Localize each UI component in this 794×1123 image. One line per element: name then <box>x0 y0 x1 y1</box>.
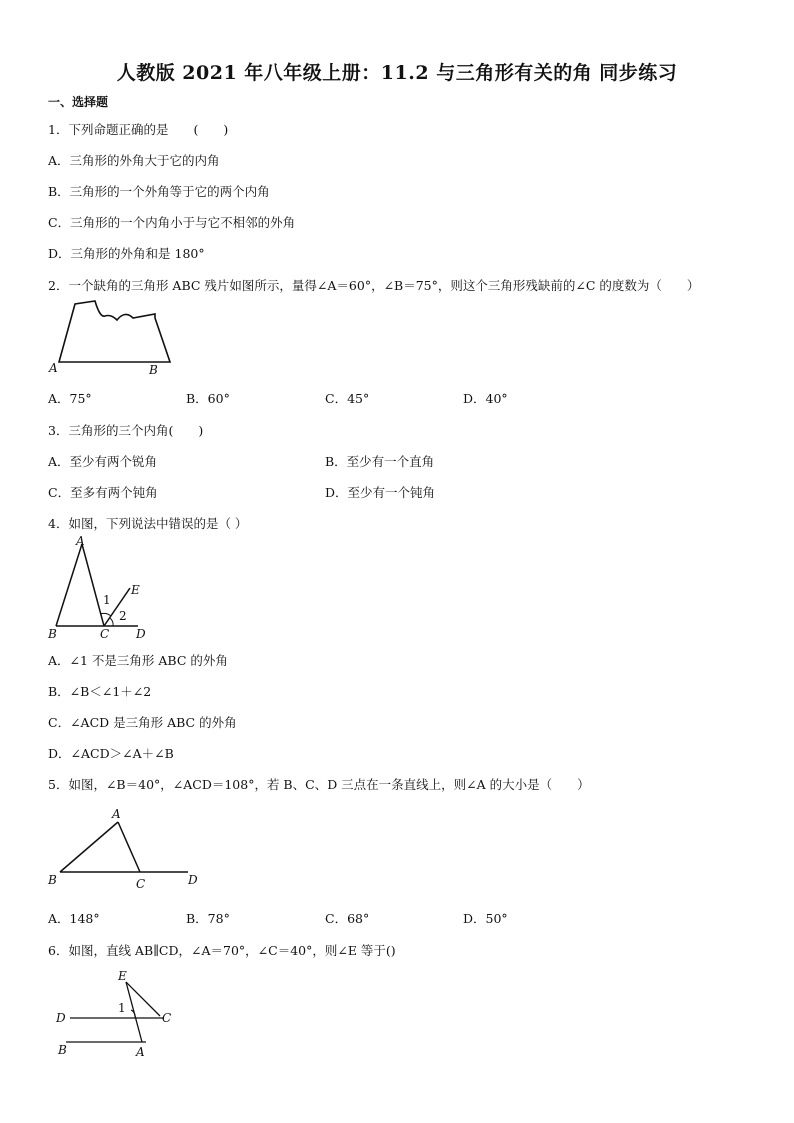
q4-label-angle2: 2 <box>119 609 127 623</box>
q3-option-a: A．至少有两个锐角 <box>48 454 158 469</box>
q6-stem: 6．如图，直线 AB∥CD，∠A＝70°，∠C＝40°，则∠E 等于() <box>48 943 396 958</box>
q5-option-b: B．78° <box>186 911 230 926</box>
q6-label-angle1: 1 <box>118 1001 126 1015</box>
q2-figure-broken-triangle <box>45 298 175 378</box>
section-heading: 一、选择题 <box>48 95 109 109</box>
q4-option-d: D．∠ACD＞∠A＋∠B <box>48 746 174 761</box>
q4-figure-triangle-exterior-angle <box>44 532 164 644</box>
q6-label-c: C <box>162 1011 172 1025</box>
q4-option-a: A．∠1 不是三角形 ABC 的外角 <box>48 653 228 668</box>
q5-stem: 5．如图，∠B＝40°，∠ACD＝108°，若 B、C、D 三点在一条直线上，则∠A 的大小是（ ） <box>48 777 590 792</box>
q1-option-d: D．三角形的外角和是 180° <box>48 246 205 261</box>
q5-option-a: A．148° <box>48 911 100 926</box>
q2-label-a: A <box>49 361 58 375</box>
q5-label-b: B <box>48 873 57 887</box>
q2-option-c: C．45° <box>325 391 370 406</box>
q5-option-d: D．50° <box>463 911 508 926</box>
q2-option-d: D．40° <box>463 391 508 406</box>
q1-option-a: A．三角形的外角大于它的内角 <box>48 153 220 168</box>
q1-option-c: C．三角形的一个内角小于与它不相邻的外角 <box>48 215 296 230</box>
q5-label-a: A <box>112 807 121 821</box>
q3-option-d: D．至少有一个钝角 <box>325 485 436 500</box>
q4-stem: 4．如图，下列说法中错误的是（ ） <box>48 516 248 531</box>
q1-stem: 1．下列命题正确的是 ( ) <box>48 122 229 137</box>
q6-label-b: B <box>58 1043 67 1057</box>
q4-label-e: E <box>131 583 140 597</box>
page-title: 人教版 2021 年八年级上册：11.2 与三角形有关的角 同步练习 <box>116 62 678 84</box>
q2-label-b: B <box>149 363 158 377</box>
q5-label-d: D <box>188 873 198 887</box>
q6-label-d: D <box>56 1011 66 1025</box>
q6-label-e: E <box>118 969 127 983</box>
q5-option-c: C．68° <box>325 911 370 926</box>
q5-figure-triangle-line <box>44 800 214 892</box>
q2-triangle-shape <box>59 301 170 362</box>
q2-stem: 2．一个缺角的三角形 ABC 残片如图所示，量得∠A＝60°，∠B＝75°，则这个三角形残缺前的∠C 的度数为（ ） <box>48 278 700 293</box>
q1-option-b: B．三角形的一个外角等于它的两个内角 <box>48 184 270 199</box>
q3-stem: 3．三角形的三个内角( ) <box>48 423 204 438</box>
q2-option-b: B．60° <box>186 391 230 406</box>
q3-option-c: C．至多有两个钝角 <box>48 485 158 500</box>
q4-label-d: D <box>136 627 146 641</box>
q3-option-b: B．至少有一个直角 <box>325 454 435 469</box>
q5-label-c: C <box>136 877 146 891</box>
q4-option-b: B．∠B＜∠1＋∠2 <box>48 684 152 699</box>
q4-label-c: C <box>100 627 110 641</box>
q6-figure-parallel-lines <box>52 966 192 1062</box>
q6-label-a: A <box>136 1045 145 1059</box>
q4-option-c: C．∠ACD 是三角形 ABC 的外角 <box>48 715 237 730</box>
q2-option-a: A．75° <box>48 391 92 406</box>
q4-label-angle1: 1 <box>103 593 111 607</box>
q4-label-b: B <box>48 627 57 641</box>
q4-label-a: A <box>76 534 85 548</box>
